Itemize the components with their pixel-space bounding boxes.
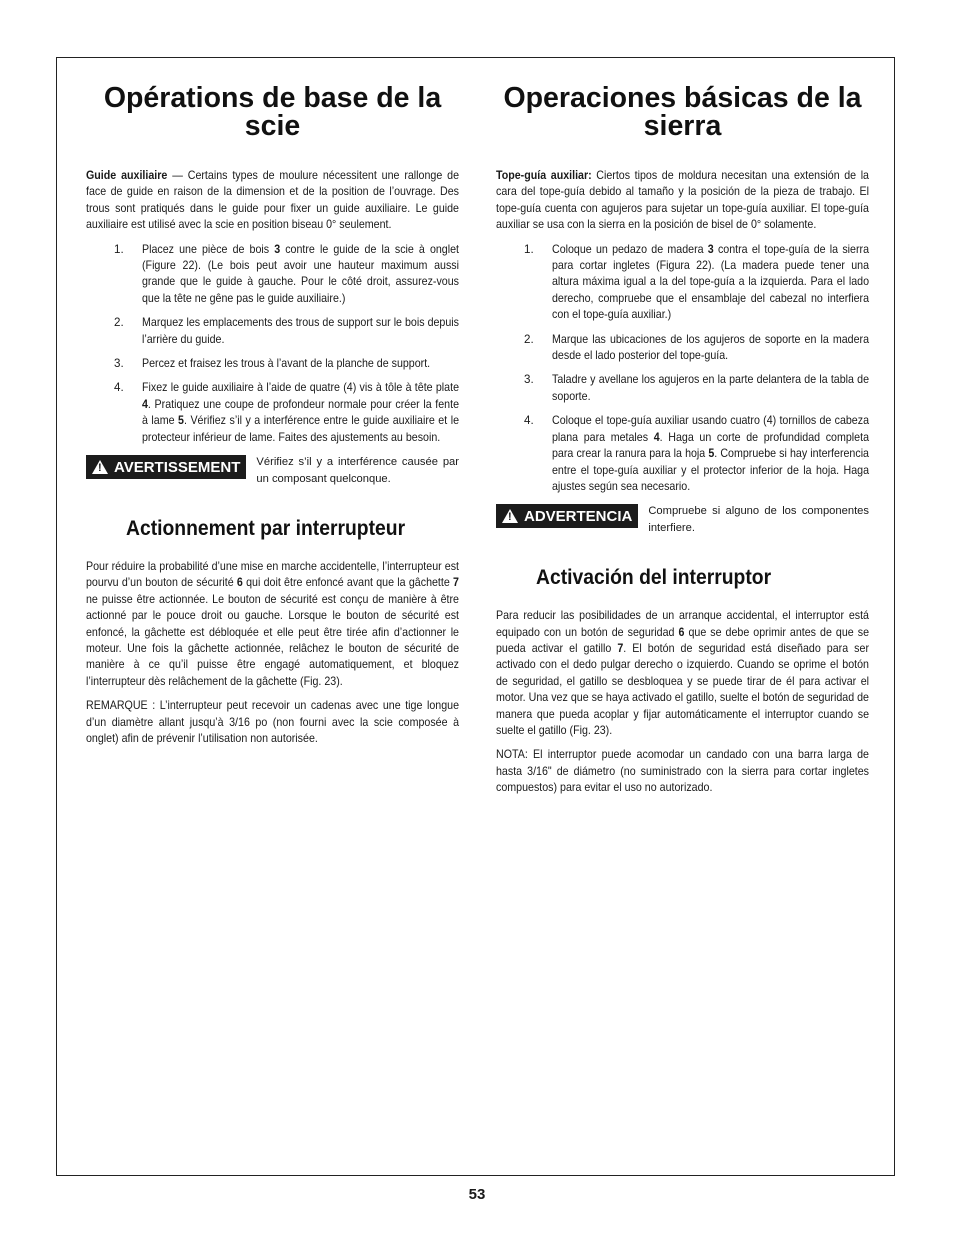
warning-text: Compruebe si alguno de los componentes interfiere. xyxy=(648,505,869,534)
french-title: Opérations de base de la scie xyxy=(103,82,442,142)
french-aux-lead: Guide auxiliaire xyxy=(86,169,168,182)
warning-text: Vérifiez s’il y a interférence causée par un composant quelconque. xyxy=(256,456,459,485)
spanish-aux-guide-paragraph: Tope-guía auxiliar: Ciertos tipos de moldura necesitan una extensión de la cara del tope-guía debido al tamaño y la posición de la pieza de trabajo. El tope-guía cuenta con agujeros para sujetar un tope-guía auxiliar. El tope-guía auxiliar se usa con la sierra en la posición de bisel de 0° solamente. xyxy=(496,169,870,232)
french-steps-list xyxy=(86,242,459,446)
list-item: 4. Fixez le guide auxiliaire à l’aide de quatre (4) vis à tôle à tête plate 4. Pratiquez une coupe de profondeur normale pour créer la fente à lame 5. Vérifiez s’il y a interférence entre le guide auxiliaire et le protecteur inférieur de lame. Faites des ajustements au besoin. xyxy=(114,381,460,444)
french-switch-paragraph: Pour réduire la probabilité d’une mise en marche accidentelle, l’interrupteur est pourvu d’un bouton de sécurité 6 qui doit être enfoncé avant que la gâchette 7 ne puisse être actionnée. Le bouton de sécurité est conçu de manière à être actionné par le pouce droit ou gauche. Lorsque le bouton de sécurité est enfoncé, la gâchette est débloquée et elle peut être tirée afin d’actionner le moteur. Une fois la gâchette actionnée, relâchez le bouton de sécurité de manière à ce qu’il puisse être engagé automatiquement, et bloquez l’interrupteur dès relâchement de la gâchette (Fig. 23). xyxy=(86,559,460,688)
spanish-note-paragraph: NOTA: El interruptor puede acomodar un candado con una barra larga de hasta 3/16" de diámetro (no suministrado con la sierra para cortar ingletes compuestos) para evitar el uso no autorizado. xyxy=(496,748,870,795)
list-item: 4. Coloque el tope-guía auxiliar usando cuatro (4) tornillos de cabeza plana para metales 4. Haga un corte de profundidad completa para crear la ranura para la hoja 5. Compruebe si hay interferencia entre el tope-guía auxiliar y el protector inferior de la hoja. Haga ajustes según sea necesario. xyxy=(524,414,870,493)
list-item: 1. Coloque un pedazo de madera 3 contra el tope-guía de la sierra para cortar ingletes (Figura 22). (La madera puede tener una altura máxima igual a la del tope-guía a la izquierda. Para el lado derecho, compruebe que el ensamblaje del cabezal no interfiera con el tope-guía auxiliar.) xyxy=(524,242,870,322)
page-number: 53 xyxy=(468,1186,486,1203)
spanish-switch-heading: Activación del interruptor xyxy=(536,566,772,590)
warning-badge: ! AVERTISSEMENT xyxy=(86,455,246,479)
spanish-switch-paragraph: Para reducir las posibilidades de un arranque accidental, el interruptor está equipado con un botón de seguridad 6 que se debe oprimir antes de que se pueda activar el gatillo 7. El botón de seguridad está diseñado para ser activado con el dedo pulgar derecho o izquierdo. Cuando se oprime el botón de seguridad, el gatillo se desbloquea y se puede tirar de él para activar el motor. Una vez que se haya activado el gatillo, suelte el botón de seguridad de manera que pueda acoplar y fijar automáticamente el interruptor cuando se suelte el gatillo (Fig. 23). xyxy=(496,609,870,737)
french-switch-heading: Actionnement par interrupteur xyxy=(126,516,406,540)
warning-badge: ! ADVERTENCIA xyxy=(496,504,638,528)
french-note-paragraph: REMARQUE : L’interrupteur peut recevoir un cadenas avec une tige longue d’un diamètre allant jusqu’à 3/16 po (non fourni avec la scie composée à onglet) afin de prévenir l’utilisation non autorisée. xyxy=(86,699,460,745)
list-item: 3. Taladre y avellane los agujeros en la parte delantera de la tabla de soporte. xyxy=(524,373,870,403)
page-frame xyxy=(56,57,895,1176)
list-item: 2. Marque las ubicaciones de los agujeros de soporte en la madera desde el lado posterior del tope-guía. xyxy=(524,332,870,363)
warning-triangle-icon xyxy=(502,509,518,523)
spanish-warning xyxy=(496,503,869,536)
french-aux-guide-paragraph: Guide auxiliaire — Certains types de moulure nécessitent une rallonge de face de guide en raison de la dimension et de la position de l’ouvrage. Des trous sont pratiqués dans le guide pour fixer un guide auxiliaire. Le guide auxiliaire est utilisé avec la scie en position biseau 0° seulement. xyxy=(86,169,460,232)
warning-triangle-icon xyxy=(92,460,108,474)
list-item: 2. Marquez les emplacements des trous de support sur le bois depuis l’arrière du guide. xyxy=(114,316,460,346)
spanish-column xyxy=(496,84,869,805)
french-warning xyxy=(86,454,459,487)
list-item: 1. Placez une pièce de bois 3 contre le guide de la scie à onglet (Figure 22). (Le bois peut avoir une hauteur maximum aussi grande que le guide à gauche. Pour le côté droit, assurez-vous que la tête ne gêne pas le guide auxiliaire.) xyxy=(114,242,460,305)
spanish-steps-list xyxy=(496,242,869,496)
french-column xyxy=(86,84,459,755)
spanish-title: Operaciones básicas de la sierra xyxy=(503,82,862,142)
list-item: 3. Percez et fraisez les trous à l’avant de la planche de support. xyxy=(114,357,431,371)
spanish-aux-lead: Tope-guía auxiliar: xyxy=(496,169,592,182)
